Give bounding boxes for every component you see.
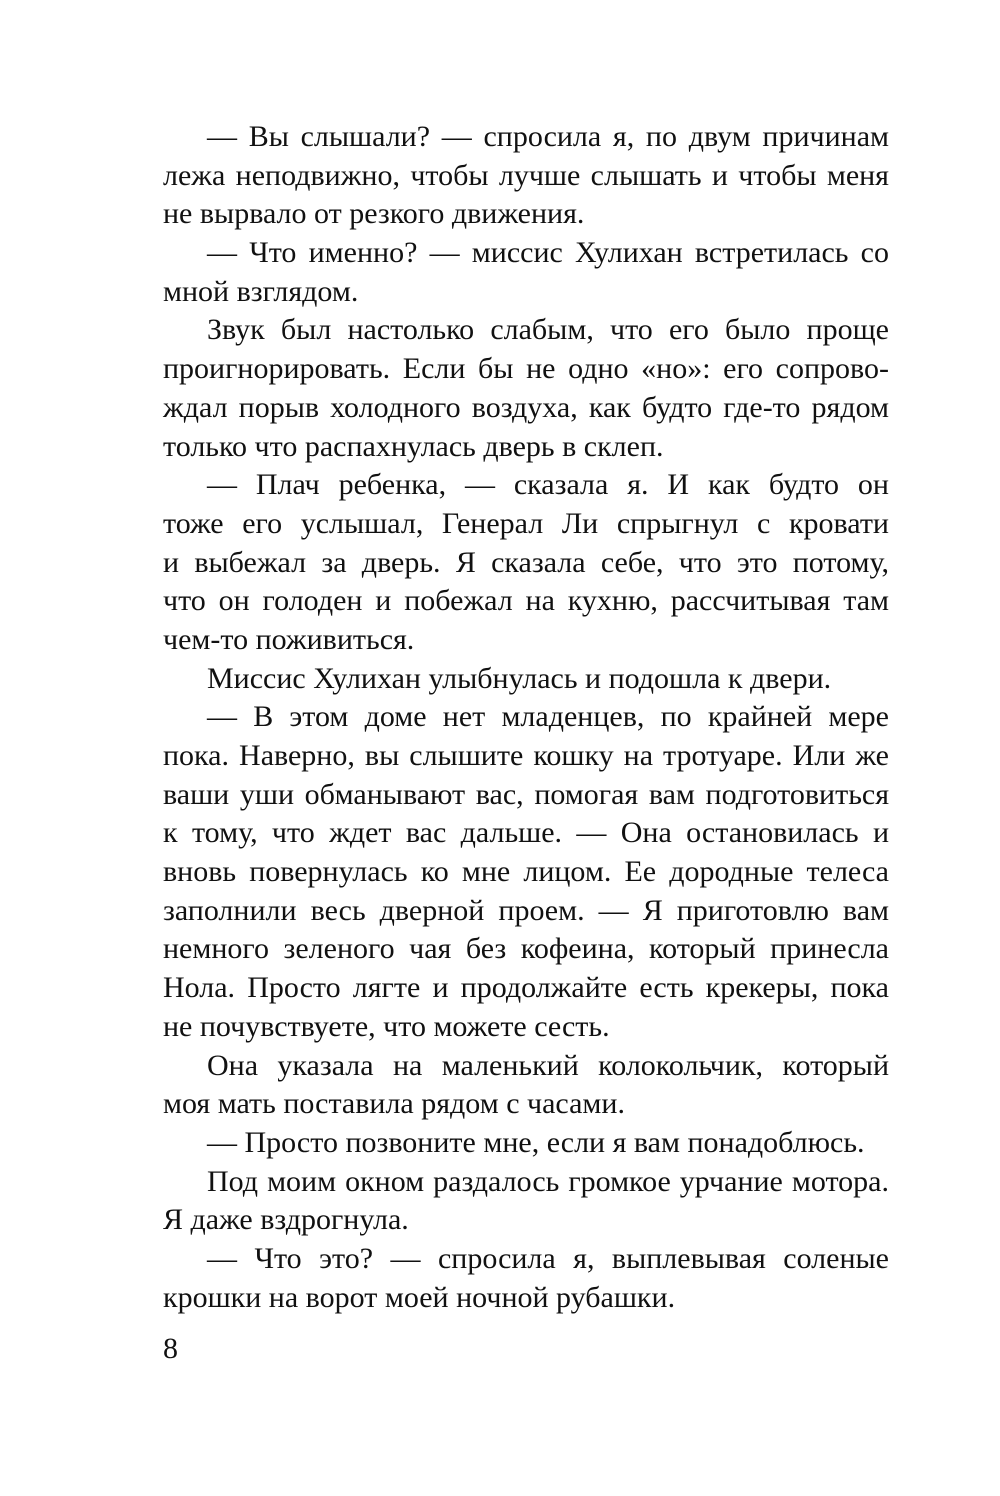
text-line: крошки на ворот моей ночной рубашки.	[163, 1280, 676, 1314]
text-line: вновь повернулась ко мне лицом. Ее дородные телеса	[163, 855, 889, 889]
text-line: пока. Наверно, вы слышите кошку на тротуаре. Или же	[163, 739, 889, 772]
text-line: Нола. Просто лягте и продолжайте есть крекеры, пока	[163, 971, 889, 1005]
text-line: моя мать поставила рядом с часами.	[163, 1087, 625, 1121]
text-line: чем-то поживиться.	[163, 622, 415, 656]
text-line: Я даже вздрогнула.	[163, 1203, 409, 1237]
text-line: — Вы слышали? — спросила я, по двум причинам	[207, 120, 889, 153]
text-line: — В этом доме нет младенцев, по крайней мере	[207, 700, 889, 734]
text-line: проигнорировать. Если бы не одно «но»: его сопрово-	[163, 352, 889, 386]
text-line: Миссис Хулихан улыбнулась и подошла к двери.	[207, 661, 832, 695]
text-line: ваши уши обманывают вас, помогая вам подготовиться	[163, 777, 889, 811]
text-line: Под моим окном раздалось громкое урчание мотора.	[207, 1164, 889, 1198]
text-line: лежа неподвижно, чтобы лучше слышать и чтобы меня	[163, 158, 889, 192]
text-line: не почувствуете, что можете сесть.	[163, 1009, 610, 1043]
text-line: не вырвало от резкого движения.	[163, 197, 585, 231]
text-line: — Что именно? — миссис Хулихан встретилась со	[207, 236, 889, 270]
text-line: и выбежал за дверь. Я сказала себе, что это потому,	[163, 545, 889, 579]
body-text	[163, 118, 889, 1317]
text-line: — Что это? — спросила я, выплевывая соленые	[207, 1241, 889, 1275]
text-line: ждал порыв холодного воздуха, как будто где-то рядом	[163, 390, 889, 424]
text-line: что он голоден и побежал на кухню, рассчитывая там	[163, 584, 889, 618]
text-line: Она указала на маленький колокольчик, который	[207, 1048, 889, 1082]
text-line: тоже его услышал, Генерал Ли спрыгнул с кровати	[163, 506, 889, 540]
text-line: — Плач ребенка, — сказала я. И как будто он	[207, 468, 889, 502]
page-number: 8	[163, 1332, 178, 1365]
text-line: Звук был настолько слабым, что его было проще	[207, 313, 889, 347]
text-line: немного зеленого чая без кофеина, который принесла	[163, 932, 889, 966]
text-line: только что распахнулась дверь в склеп.	[163, 429, 664, 463]
text-line: заполнили весь дверной проем. — Я приготовлю вам	[163, 893, 889, 927]
text-line: к тому, что ждет вас дальше. — Она остановилась и	[163, 816, 889, 850]
text-line: мной взглядом.	[163, 274, 359, 308]
text-line: — Просто позвоните мне, если я вам понадоблюсь.	[207, 1125, 865, 1159]
